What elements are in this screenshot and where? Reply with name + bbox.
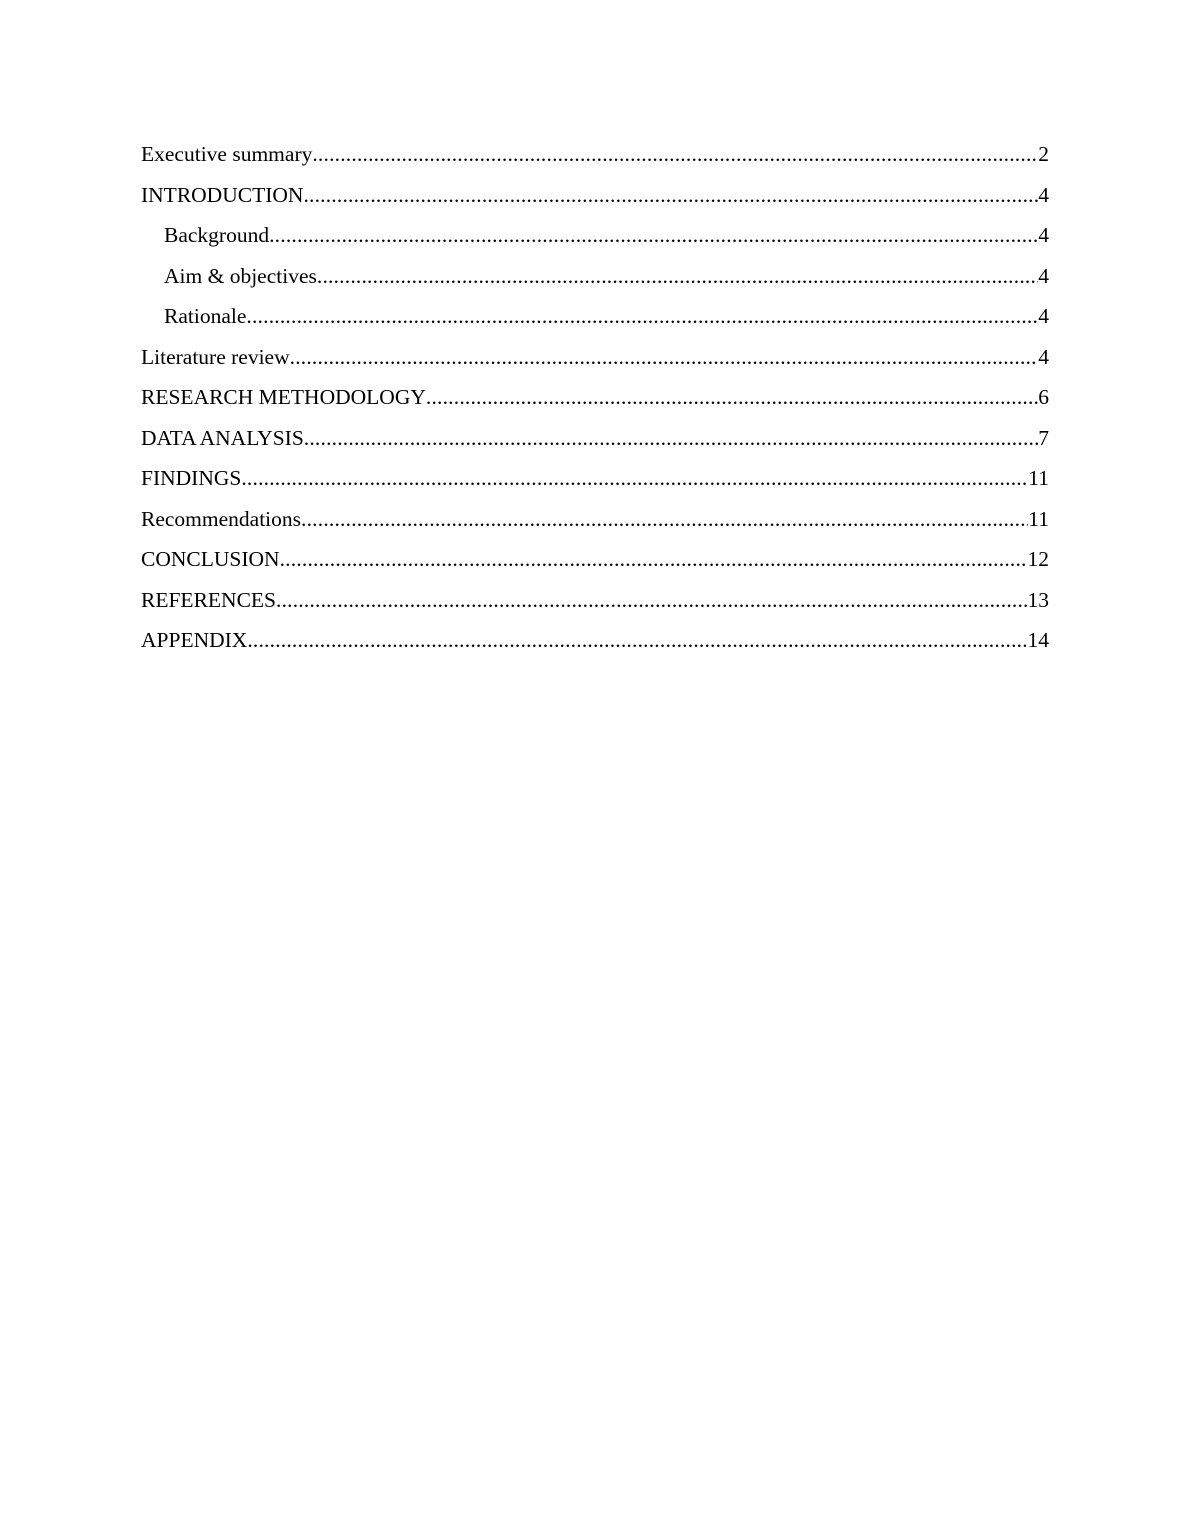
- toc-dot-leader: [269, 215, 1038, 256]
- toc-page-number: 13: [1027, 587, 1049, 612]
- toc-page-number: 14: [1027, 628, 1049, 652]
- toc-entry-appendix[interactable]: [141, 620, 1049, 661]
- toc-entry-title: Aim & objectives: [164, 263, 317, 288]
- toc-entry-title: FINDINGS: [141, 466, 242, 490]
- toc-dot-leader: [241, 458, 1028, 499]
- toc-dot-leader: [301, 499, 1028, 540]
- toc-entry-title: Executive summary: [141, 142, 313, 166]
- toc-entry-title: Recommendations: [141, 506, 302, 531]
- toc-entry-executive-summary[interactable]: [141, 134, 1049, 175]
- toc-page-number: 4: [1038, 344, 1049, 369]
- toc-entry-data-analysis[interactable]: [141, 418, 1049, 459]
- toc-dot-leader: [246, 296, 1038, 337]
- toc-entry-references[interactable]: [141, 580, 1049, 621]
- toc-dot-leader: [280, 539, 1028, 580]
- toc-page-number: 4: [1038, 263, 1049, 288]
- table-of-contents: [141, 134, 1049, 661]
- toc-page-number: 11: [1028, 506, 1049, 531]
- toc-entry-title: APPENDIX: [141, 628, 248, 652]
- toc-dot-leader: [290, 337, 1039, 378]
- toc-entry-recommendations[interactable]: [141, 499, 1049, 540]
- toc-entry-title: DATA ANALYSIS: [141, 425, 304, 450]
- toc-dot-leader: [303, 175, 1038, 216]
- toc-dot-leader: [426, 377, 1038, 418]
- toc-page-number: 6: [1038, 385, 1049, 409]
- toc-entry-title: CONCLUSION: [141, 547, 280, 571]
- toc-page-number: 4: [1038, 182, 1049, 207]
- toc-entry-title: RESEARCH METHODOLOGY: [141, 385, 426, 409]
- toc-entry-title: REFERENCES: [141, 587, 276, 612]
- toc-entry-title: Background: [164, 223, 270, 247]
- toc-page-number: 4: [1038, 223, 1049, 247]
- toc-dot-leader: [312, 134, 1038, 175]
- toc-entry-conclusion[interactable]: [141, 539, 1049, 580]
- toc-dot-leader: [276, 580, 1028, 621]
- toc-entry-title: Rationale: [164, 304, 247, 328]
- toc-entry-research-methodology[interactable]: [141, 377, 1049, 418]
- toc-dot-leader: [317, 256, 1038, 297]
- toc-page-number: 2: [1038, 142, 1049, 166]
- toc-page-number: 12: [1027, 547, 1049, 571]
- toc-page-number: 7: [1038, 425, 1049, 450]
- toc-entry-title: Literature review: [141, 344, 290, 369]
- toc-entry-background[interactable]: [141, 215, 1049, 256]
- toc-entry-literature-review[interactable]: [141, 337, 1049, 378]
- toc-entry-findings[interactable]: [141, 458, 1049, 499]
- toc-entry-rationale[interactable]: [141, 296, 1049, 337]
- toc-entry-aim-objectives[interactable]: [141, 256, 1049, 297]
- toc-page-number: 4: [1038, 304, 1049, 328]
- toc-entry-introduction[interactable]: [141, 175, 1049, 216]
- toc-entry-title: INTRODUCTION: [141, 182, 304, 207]
- toc-page-number: 11: [1028, 466, 1049, 490]
- toc-dot-leader: [304, 418, 1038, 459]
- toc-dot-leader: [247, 620, 1027, 661]
